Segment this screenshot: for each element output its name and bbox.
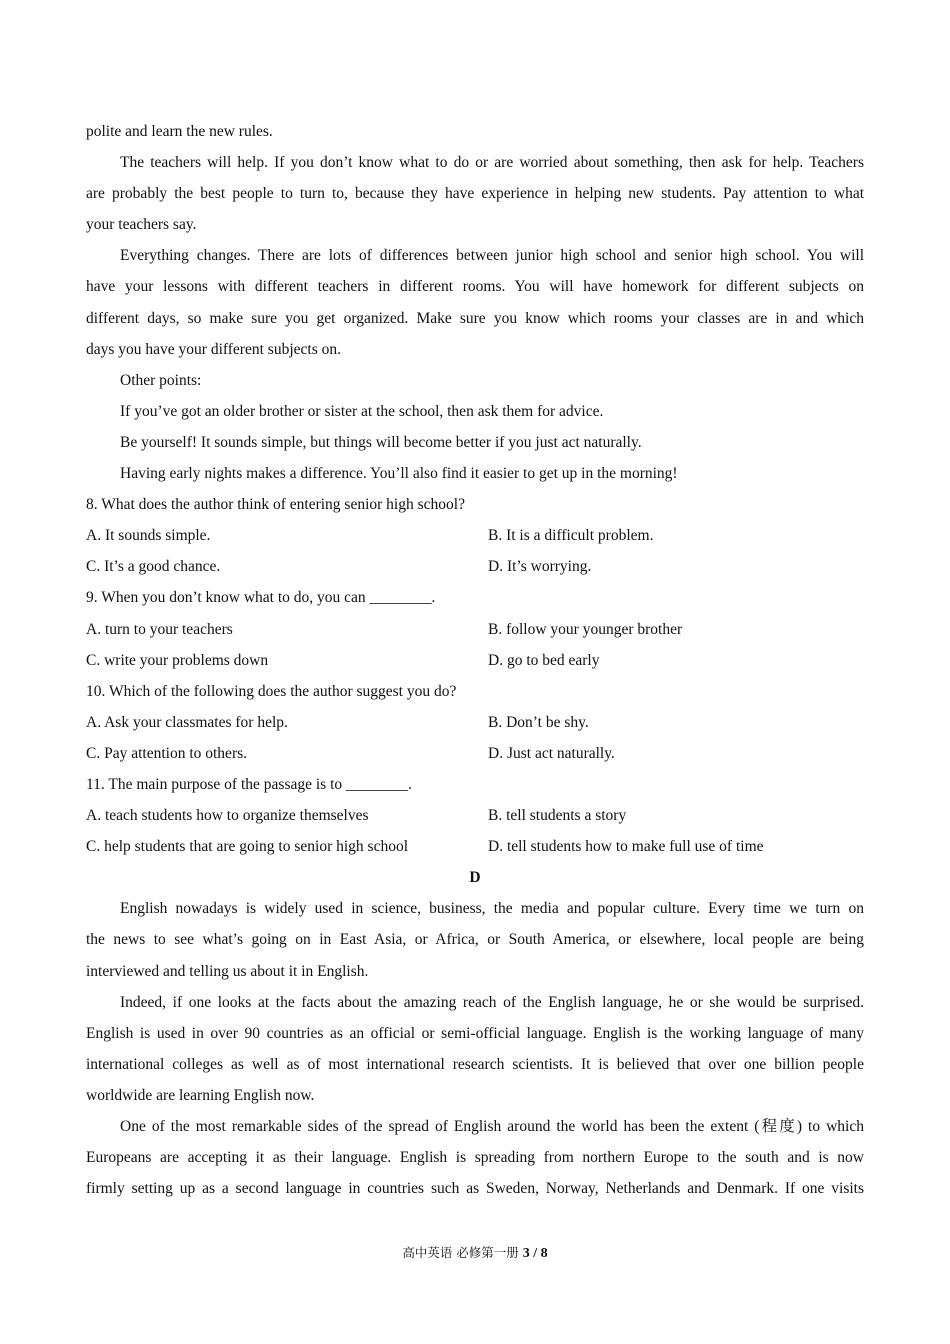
text-line: English is used in over 90 countries as an official or semi-official language. English is the working language of many [86,1024,864,1042]
question-8 [86,489,864,582]
paragraph-changes [86,240,864,364]
section-heading: D [469,869,481,887]
point-item: If you’ve got an older brother or sister at the school, then ask them for advice. [120,402,604,420]
question-stem: 8. What does the author think of entering senior high school? [86,496,465,514]
text-line: One of the most remarkable sides of the spread of English around the world has been the extent (程度) to which [120,1118,864,1135]
option-b: B. Don’t be shy. [488,713,589,731]
text-line: your teachers say. [86,216,197,234]
text-line: Everything changes. There are lots of differences between junior high school and senior high school. You will [120,247,864,265]
option-a: A. teach students how to organize themselves [86,807,369,825]
option-d: D. tell students how to make full use of time [488,838,764,856]
paragraph-teachers [86,147,864,240]
page-number: 3 / 8 [522,1246,548,1261]
option-d: D. It’s worrying. [488,558,592,576]
option-d: D. go to bed early [488,651,600,669]
option-b: B. tell students a story [488,807,627,825]
question-10 [86,676,864,769]
text-line: interviewed and telling us about it in English. [86,962,369,980]
option-a: A. turn to your teachers [86,620,233,638]
question-stem: 10. Which of the following does the author suggest you do? [86,682,457,700]
paragraph-d1 [86,893,864,986]
text-line: international colleges as well as of most international research scientists. It is believed that over one billion people [86,1055,864,1073]
text-line: Europeans are accepting it as their language. English is spreading from northern Europe to the south and is now [86,1149,864,1167]
other-points-heading: Other points: [120,371,202,389]
option-c: C. help students that are going to senior high school [86,838,409,856]
option-d: D. Just act naturally. [488,744,615,762]
question-11 [86,769,864,862]
text-line: firmly setting up as a second language in countries such as Sweden, Norway, Netherlands and Denmark. If one visits [86,1180,864,1198]
page-footer [0,1243,950,1262]
option-b: B. follow your younger brother [488,620,683,638]
option-c: C. write your problems down [86,651,269,669]
paragraph-d3 [86,1111,864,1204]
text-line: the news to see what’s going on in East Asia, or Africa, or South America, or elsewhere, local people are being [86,931,864,949]
text-line: worldwide are learning English now. [86,1086,315,1104]
option-c: C. Pay attention to others. [86,744,248,762]
option-b: B. It is a difficult problem. [488,527,654,545]
text-line: polite and learn the new rules. [86,123,273,140]
text-line: Indeed, if one looks at the facts about the amazing reach of the English language, he or she would be surprised. [120,993,864,1011]
option-a: A. It sounds simple. [86,527,211,545]
option-c: C. It’s a good chance. [86,558,221,576]
text-line: days you have your different subjects on. [86,340,341,358]
point-item: Having early nights makes a difference. You’ll also find it easier to get up in the morning! [120,465,678,483]
question-stem: 9. When you don’t know what to do, you can ________. [86,589,436,607]
question-9 [86,582,864,675]
point-item: Be yourself! It sounds simple, but things will become better if you just act naturally. [120,433,642,451]
text-line: are probably the best people to turn to, because they have experience in helping new students. Pay attention to what [86,185,864,203]
paragraph-d2 [86,987,864,1111]
document-page [86,116,864,1204]
option-a: A. Ask your classmates for help. [86,713,288,731]
footer-label: 高中英语 必修第一册 [402,1245,519,1260]
text-line: English nowadays is widely used in science, business, the media and popular culture. Every time we turn on [120,900,864,918]
question-stem: 11. The main purpose of the passage is to ________. [86,775,412,793]
text-line: The teachers will help. If you don’t know what to do or are worried about something, then ask for help. Teachers [120,154,864,172]
text-line: have your lessons with different teachers in different rooms. You will have homework for different subjects on [86,278,864,296]
text-line: different days, so make sure you get organized. Make sure you know which rooms your classes are in and which [86,309,864,327]
